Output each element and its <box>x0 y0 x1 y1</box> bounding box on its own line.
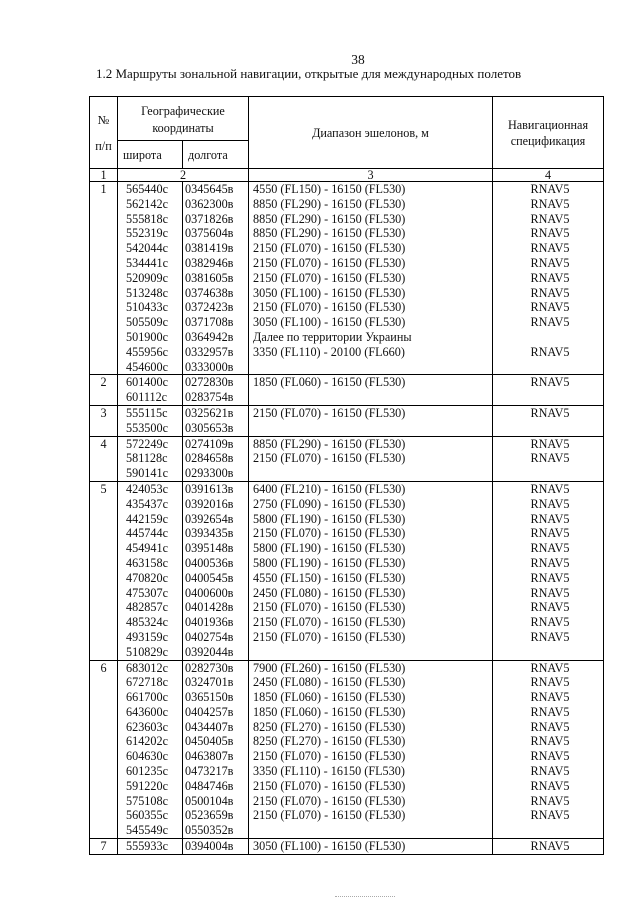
level-range-value: 2150 (FL070) - 16150 (FL530) <box>253 241 406 256</box>
level-range-value: 8850 (FL290) - 16150 (FL530) <box>253 211 406 226</box>
level-range-value: 2750 (FL090) - 16150 (FL530) <box>253 496 406 511</box>
latitude-value: 601235с <box>126 764 168 779</box>
route-number-text: 3 <box>100 405 107 420</box>
routes-table <box>89 96 604 855</box>
level-range-value: 4550 (FL150) - 16150 (FL530) <box>253 570 406 585</box>
longitude-value: 0332957в <box>185 344 234 359</box>
longitude-value: 0333000в <box>185 359 234 374</box>
nav-spec-value: RNAV5 <box>530 675 570 690</box>
nav-spec-cell <box>493 375 604 406</box>
longitude-value: 0283754в <box>185 390 234 405</box>
latitude-value: 485324с <box>126 615 168 630</box>
latitude-value: 604630с <box>126 749 168 764</box>
latitude-value: 623603с <box>126 719 168 734</box>
longitude-value: 0305653в <box>185 420 234 435</box>
header-lat: широта <box>118 141 183 169</box>
latitude-cell <box>118 839 183 855</box>
nav-spec-cell <box>493 839 604 855</box>
header-spec <box>493 97 604 169</box>
level-range-value: 6400 (FL210) - 16150 (FL530) <box>253 481 406 496</box>
nav-spec-value: RNAV5 <box>530 629 570 644</box>
nav-spec-value: RNAV5 <box>530 541 570 556</box>
longitude-value: 0394004в <box>185 839 234 854</box>
longitude-value: 0371708в <box>185 315 234 330</box>
latitude-cell <box>118 660 183 839</box>
nav-spec-value: RNAV5 <box>530 570 570 585</box>
level-range-value: 2150 (FL070) - 16150 (FL530) <box>253 600 406 615</box>
longitude-cell <box>183 839 249 855</box>
nav-spec-value: RNAV5 <box>530 660 570 675</box>
route-number <box>90 481 118 660</box>
longitude-value: 0365150в <box>185 690 234 705</box>
nav-spec-value: RNAV5 <box>530 196 570 211</box>
longitude-value: 0450405в <box>185 734 234 749</box>
latitude-value: 601400с <box>126 375 168 390</box>
nav-spec-value: RNAV5 <box>530 555 570 570</box>
latitude-value: 601112с <box>126 390 168 405</box>
longitude-value: 0434407в <box>185 719 234 734</box>
latitude-value: 672718с <box>126 675 168 690</box>
nav-spec-value: RNAV5 <box>530 719 570 734</box>
longitude-value: 0401428в <box>185 600 234 615</box>
latitude-value: 520909с <box>126 270 168 285</box>
longitude-value: 0293300в <box>185 466 234 481</box>
latitude-value: 590141с <box>126 466 168 481</box>
route-number-text: 7 <box>100 839 107 854</box>
level-range-value: 3050 (FL100) - 16150 (FL530) <box>253 839 406 854</box>
longitude-value: 0484746в <box>185 778 234 793</box>
nav-spec-value: RNAV5 <box>530 496 570 511</box>
longitude-value: 0382946в <box>185 255 234 270</box>
latitude-value: 493159с <box>126 629 168 644</box>
longitude-value: 0392044в <box>185 644 234 659</box>
longitude-value: 0325621в <box>185 405 234 420</box>
latitude-cell <box>118 405 183 436</box>
latitude-value: 445744с <box>126 526 168 541</box>
longitude-value: 0391613в <box>185 481 234 496</box>
level-range-value: 8250 (FL270) - 16150 (FL530) <box>253 719 406 734</box>
level-range-value: 3350 (FL110) - 20100 (FL660) <box>253 344 405 359</box>
longitude-value: 0381605в <box>185 270 234 285</box>
nav-spec-value: RNAV5 <box>530 405 570 420</box>
level-range-value: 1850 (FL060) - 16150 (FL530) <box>253 704 406 719</box>
level-range-value: 2150 (FL070) - 16150 (FL530) <box>253 615 406 630</box>
nav-spec-value: RNAV5 <box>530 778 570 793</box>
nav-spec-cell <box>493 436 604 481</box>
latitude-value: 470820с <box>126 570 168 585</box>
latitude-value: 552319с <box>126 226 168 241</box>
level-range-value: 3050 (FL100) - 16150 (FL530) <box>253 315 406 330</box>
longitude-value: 0392016в <box>185 496 234 511</box>
nav-spec-value: RNAV5 <box>530 270 570 285</box>
nav-spec-value: RNAV5 <box>530 764 570 779</box>
level-range-value: Далее по территории Украины <box>253 329 412 344</box>
table-row <box>90 481 604 660</box>
header-lon: долгота <box>183 141 249 169</box>
header-num <box>90 97 118 169</box>
latitude-value: 455956с <box>126 344 168 359</box>
latitude-value: 591220с <box>126 778 168 793</box>
header-num-line1: № <box>97 112 110 127</box>
longitude-value: 0550352в <box>185 823 234 838</box>
longitude-value: 0381419в <box>185 241 234 256</box>
level-range-cell <box>249 660 493 839</box>
nav-spec-value: RNAV5 <box>530 481 570 496</box>
nav-spec-value: RNAV5 <box>530 511 570 526</box>
nav-spec-value: RNAV5 <box>530 375 570 390</box>
nav-spec-value: RNAV5 <box>530 839 570 854</box>
latitude-value: 482857с <box>126 600 168 615</box>
level-range-value: 8850 (FL290) - 16150 (FL530) <box>253 196 406 211</box>
nav-spec-value: RNAV5 <box>530 226 570 241</box>
level-range-value: 2150 (FL070) - 16150 (FL530) <box>253 451 406 466</box>
nav-spec-value: RNAV5 <box>530 749 570 764</box>
level-range-value: 2150 (FL070) - 16150 (FL530) <box>253 526 406 541</box>
longitude-value: 0364942в <box>185 329 234 344</box>
level-range-cell <box>249 182 493 375</box>
longitude-value: 0272830в <box>185 375 234 390</box>
table-body <box>90 182 604 855</box>
level-range-cell <box>249 405 493 436</box>
level-range-value: 4550 (FL150) - 16150 (FL530) <box>253 182 406 196</box>
longitude-value: 0274109в <box>185 436 234 451</box>
level-range-value: 2150 (FL070) - 16150 (FL530) <box>253 749 406 764</box>
longitude-value: 0362300в <box>185 196 234 211</box>
nav-spec-value: RNAV5 <box>530 734 570 749</box>
latitude-value: 435437с <box>126 496 168 511</box>
colnum-4: 4 <box>493 169 604 182</box>
longitude-value: 0523659в <box>185 808 234 823</box>
longitude-value: 0400600в <box>185 585 234 600</box>
latitude-value: 555115с <box>126 405 168 420</box>
route-number <box>90 660 118 839</box>
nav-spec-cell <box>493 660 604 839</box>
table-row <box>90 375 604 406</box>
level-range-value: 2150 (FL070) - 16150 (FL530) <box>253 778 406 793</box>
latitude-value: 562142с <box>126 196 168 211</box>
level-range-value: 2150 (FL070) - 16150 (FL530) <box>253 808 406 823</box>
latitude-value: 542044с <box>126 241 168 256</box>
header-geo <box>118 97 249 141</box>
latitude-value: 555818с <box>126 211 168 226</box>
nav-spec-value: RNAV5 <box>530 344 570 359</box>
latitude-value: 510829с <box>126 644 168 659</box>
longitude-value: 0401936в <box>185 615 234 630</box>
colnum-3: 3 <box>249 169 493 182</box>
latitude-value: 513248с <box>126 285 168 300</box>
nav-spec-value: RNAV5 <box>530 615 570 630</box>
table-row <box>90 436 604 481</box>
route-number-text: 6 <box>100 660 107 675</box>
nav-spec-cell <box>493 182 604 375</box>
latitude-value: 555933с <box>126 839 168 854</box>
nav-spec-value: RNAV5 <box>530 600 570 615</box>
nav-spec-value: RNAV5 <box>530 315 570 330</box>
nav-spec-value: RNAV5 <box>530 211 570 226</box>
longitude-value: 0284658в <box>185 451 234 466</box>
level-range-value: 2450 (FL080) - 16150 (FL530) <box>253 675 406 690</box>
nav-spec-value: RNAV5 <box>530 585 570 600</box>
nav-spec-value: RNAV5 <box>530 241 570 256</box>
latitude-value: 553500с <box>126 420 168 435</box>
longitude-value: 0473217в <box>185 764 234 779</box>
longitude-value: 0371826в <box>185 211 234 226</box>
level-range-cell <box>249 375 493 406</box>
nav-spec-cell <box>493 405 604 436</box>
latitude-value: 560355с <box>126 808 168 823</box>
level-range-value: 8850 (FL290) - 16150 (FL530) <box>253 226 406 241</box>
longitude-value: 0374638в <box>185 285 234 300</box>
route-number <box>90 182 118 375</box>
level-range-value: 3350 (FL110) - 16150 (FL530) <box>253 764 405 779</box>
level-range-value: 2450 (FL080) - 16150 (FL530) <box>253 585 406 600</box>
route-number <box>90 405 118 436</box>
longitude-value: 0345645в <box>185 182 234 196</box>
header-num-line2: п/п <box>95 138 112 153</box>
longitude-cell <box>183 436 249 481</box>
longitude-value: 0500104в <box>185 793 234 808</box>
latitude-value: 572249с <box>126 436 168 451</box>
level-range-value: 5800 (FL190) - 16150 (FL530) <box>253 541 406 556</box>
level-range-cell <box>249 839 493 855</box>
latitude-value: 501900с <box>126 329 168 344</box>
nav-spec-cell <box>493 481 604 660</box>
colnum-1: 1 <box>90 169 118 182</box>
nav-spec-value: RNAV5 <box>530 436 570 451</box>
latitude-value: 454600с <box>126 359 168 374</box>
latitude-value: 575108с <box>126 793 168 808</box>
header-spec-line2: спецификация <box>510 133 586 148</box>
route-number <box>90 839 118 855</box>
route-number <box>90 375 118 406</box>
section-heading: 1.2 Маршруты зональной навигации, открытые для международных полетов <box>96 66 522 81</box>
level-range-value: 2150 (FL070) - 16150 (FL530) <box>253 255 406 270</box>
longitude-value: 0324701в <box>185 675 234 690</box>
header-geo-line2: координаты <box>152 121 214 135</box>
longitude-value: 0395148в <box>185 541 234 556</box>
nav-spec-value: RNAV5 <box>530 793 570 808</box>
page-number: 38 <box>351 52 365 67</box>
latitude-value: 454941с <box>126 541 168 556</box>
level-range-value: 2150 (FL070) - 16150 (FL530) <box>253 270 406 285</box>
level-range-value: 7900 (FL260) - 16150 (FL530) <box>253 660 406 675</box>
table-row <box>90 405 604 436</box>
longitude-cell <box>183 405 249 436</box>
latitude-cell <box>118 375 183 406</box>
nav-spec-value <box>493 330 603 345</box>
level-range-value: 2150 (FL070) - 16150 (FL530) <box>253 300 406 315</box>
level-range-value: 1850 (FL060) - 16150 (FL530) <box>253 690 406 705</box>
level-range-value: 3050 (FL100) - 16150 (FL530) <box>253 285 406 300</box>
footer-mark <box>335 896 395 897</box>
longitude-value: 0404257в <box>185 704 234 719</box>
table-row <box>90 839 604 855</box>
table-row <box>90 182 604 375</box>
latitude-value: 505509с <box>126 315 168 330</box>
latitude-value: 463158с <box>126 555 168 570</box>
latitude-cell <box>118 481 183 660</box>
longitude-value: 0392654в <box>185 511 234 526</box>
longitude-cell <box>183 182 249 375</box>
nav-spec-value: RNAV5 <box>530 182 570 196</box>
header-range: Диапазон эшелонов, м <box>249 97 493 169</box>
nav-spec-value: RNAV5 <box>530 526 570 541</box>
latitude-value: 442159с <box>126 511 168 526</box>
longitude-value: 0402754в <box>185 629 234 644</box>
latitude-value: 475307с <box>126 585 168 600</box>
longitude-cell <box>183 660 249 839</box>
header-spec-line1: Навигационная <box>507 117 589 132</box>
longitude-value: 0372423в <box>185 300 234 315</box>
nav-spec-value: RNAV5 <box>530 285 570 300</box>
latitude-value: 510433с <box>126 300 168 315</box>
colnum-2: 2 <box>118 169 249 182</box>
level-range-value: 1850 (FL060) - 16150 (FL530) <box>253 375 406 390</box>
latitude-cell <box>118 436 183 481</box>
nav-spec-value: RNAV5 <box>530 451 570 466</box>
latitude-value: 614202с <box>126 734 168 749</box>
table-header <box>90 97 604 182</box>
latitude-value: 581128с <box>126 451 168 466</box>
longitude-value: 0400545в <box>185 570 234 585</box>
level-range-value: 2150 (FL070) - 16150 (FL530) <box>253 629 406 644</box>
latitude-value: 534441с <box>126 255 168 270</box>
route-number-text: 2 <box>100 375 107 390</box>
route-number-text: 4 <box>100 436 107 451</box>
level-range-value: 5800 (FL190) - 16150 (FL530) <box>253 511 406 526</box>
nav-spec-value: RNAV5 <box>530 300 570 315</box>
longitude-value: 0282730в <box>185 660 234 675</box>
latitude-value: 661700с <box>126 690 168 705</box>
nav-spec-value: RNAV5 <box>530 690 570 705</box>
level-range-cell <box>249 481 493 660</box>
header-geo-line1: Географические <box>141 104 225 118</box>
longitude-cell <box>183 375 249 406</box>
longitude-value: 0375604в <box>185 226 234 241</box>
nav-spec-value: RNAV5 <box>530 808 570 823</box>
longitude-cell <box>183 481 249 660</box>
latitude-cell <box>118 182 183 375</box>
latitude-value: 643600с <box>126 704 168 719</box>
level-range-value: 2150 (FL070) - 16150 (FL530) <box>253 405 406 420</box>
route-number <box>90 436 118 481</box>
latitude-value: 545549с <box>126 823 168 838</box>
longitude-value: 0393435в <box>185 526 234 541</box>
route-number-text: 1 <box>100 182 107 196</box>
latitude-value: 683012с <box>126 660 168 675</box>
nav-spec-value: RNAV5 <box>530 704 570 719</box>
latitude-value: 424053с <box>126 481 168 496</box>
level-range-value: 5800 (FL190) - 16150 (FL530) <box>253 555 406 570</box>
level-range-value: 8850 (FL290) - 16150 (FL530) <box>253 436 406 451</box>
route-number-text: 5 <box>100 481 107 496</box>
longitude-value: 0463807в <box>185 749 234 764</box>
level-range-value: 8250 (FL270) - 16150 (FL530) <box>253 734 406 749</box>
nav-spec-value: RNAV5 <box>530 255 570 270</box>
level-range-value: 2150 (FL070) - 16150 (FL530) <box>253 793 406 808</box>
latitude-value: 565440с <box>126 182 168 196</box>
table-row <box>90 660 604 839</box>
level-range-cell <box>249 436 493 481</box>
longitude-value: 0400536в <box>185 555 234 570</box>
